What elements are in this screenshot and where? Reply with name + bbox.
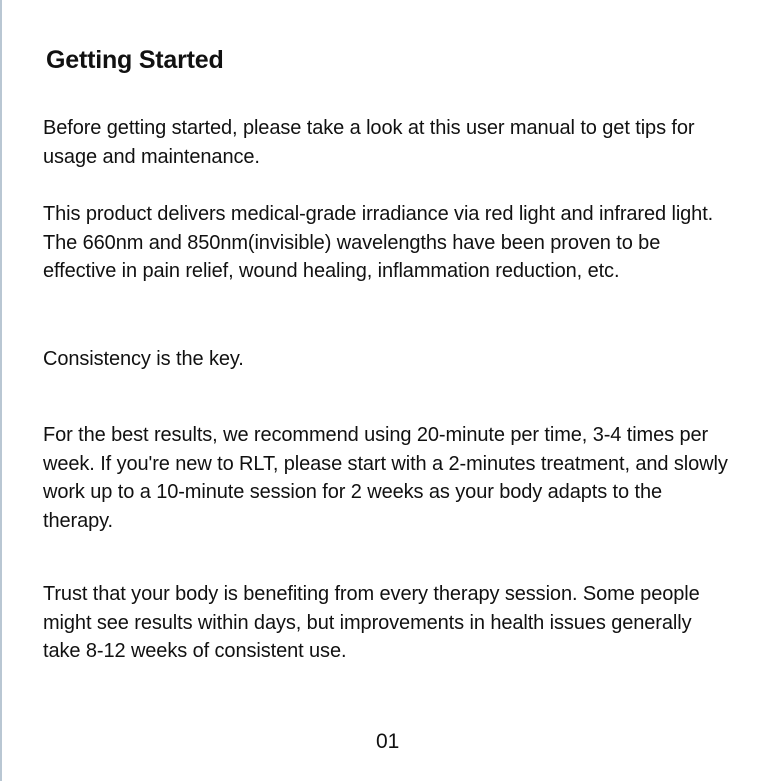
intro-paragraph: Before getting started, please take a look at this user manual to get tips for usage and maintenance. [43,117,695,168]
product-description-paragraph: This product delivers medical-grade irradiance via red light and infrared light. The 660nm and 850nm(invisible) wavelengths have been proven to be effective in pain relief, wound healing, inflammation reduction, etc. [43,203,714,282]
recommendation-paragraph: For the best results, we recommend using 20-minute per time, 3-4 times per week. If you're new to RLT, please start with a 2-minutes treatment, and slowly work up to a 10-minute session for 2 weeks as your body adapts to the therapy. [43,424,728,532]
consistency-paragraph: Consistency is the key. [43,348,244,370]
section-heading: Getting Started [46,46,224,74]
results-paragraph: Trust that your body is benefiting from every therapy session. Some people might see results within days, but improvements in health issues generally take 8-12 weeks of consistent use. [43,583,700,662]
page-number: 01 [376,730,400,753]
